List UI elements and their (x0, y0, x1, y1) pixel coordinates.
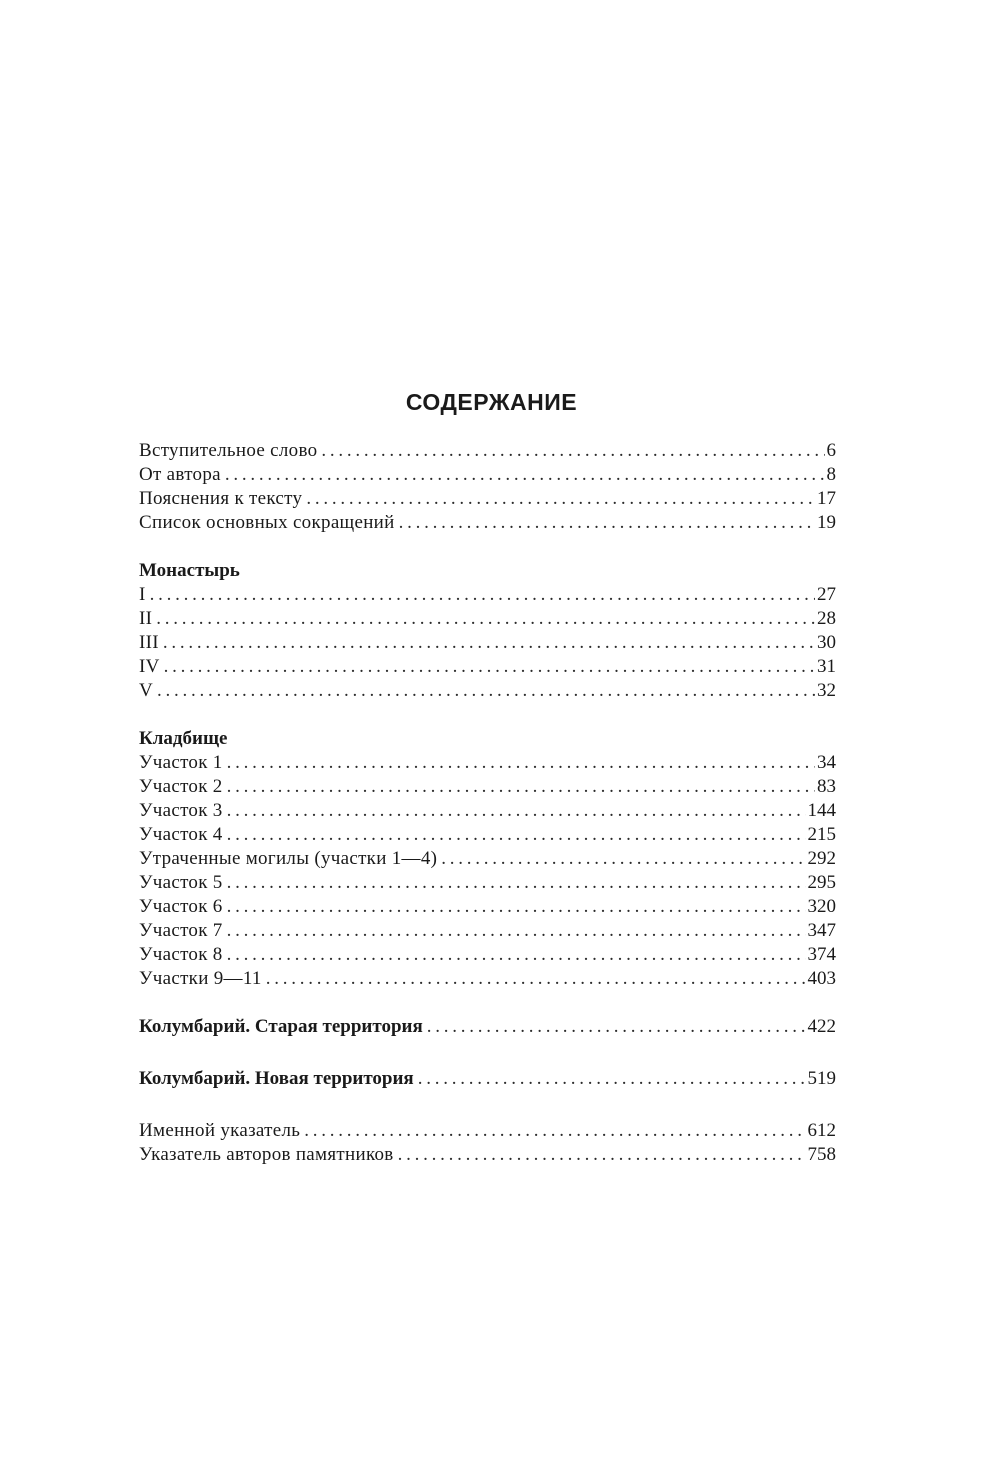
toc-entry[interactable] (139, 1067, 836, 1091)
toc-entry-page: 6 (826, 440, 836, 461)
toc-entry-label: I (139, 584, 146, 605)
toc-entry-label: Указатель авторов памятников (139, 1144, 394, 1165)
toc-entry-page: 295 (807, 872, 836, 893)
dot-leader (150, 583, 815, 607)
toc-entry-label: Участок 4 (139, 824, 223, 845)
toc-entry-page: 32 (817, 680, 836, 701)
toc-entry[interactable] (139, 919, 836, 943)
toc-entry-page: 28 (817, 608, 836, 629)
toc-entry[interactable] (139, 775, 836, 799)
indexes-section (139, 1119, 836, 1167)
dot-leader (227, 943, 806, 967)
dot-leader (164, 655, 815, 679)
dot-leader (399, 511, 815, 535)
toc-entry-page: 347 (807, 920, 836, 941)
dot-leader (157, 679, 815, 703)
toc-entry[interactable] (139, 607, 836, 631)
columbarium-old-section (139, 1015, 836, 1039)
toc-entry-page: 19 (817, 512, 836, 533)
dot-leader (306, 487, 815, 511)
toc-entry-page: 30 (817, 632, 836, 653)
dot-leader (321, 439, 824, 463)
toc-entry-label: Именной указатель (139, 1120, 301, 1141)
dot-leader (418, 1067, 806, 1091)
toc-entry-label: Участок 1 (139, 752, 223, 773)
toc-entry-page: 292 (807, 848, 836, 869)
cemetery-section (139, 727, 836, 991)
toc-entry-label: Участок 8 (139, 944, 223, 965)
toc-entry-label: Список основных сокращений (139, 512, 395, 533)
monastery-section (139, 559, 836, 703)
toc-entry-label: III (139, 632, 159, 653)
toc-entry-page: 27 (817, 584, 836, 605)
toc-entry[interactable] (139, 799, 836, 823)
dot-leader (227, 823, 806, 847)
toc-entry-page: 758 (807, 1144, 836, 1165)
toc-entry-page: 8 (826, 464, 836, 485)
toc-entry[interactable] (139, 967, 836, 991)
toc-entry-label: Участки 9—11 (139, 968, 262, 989)
dot-leader (227, 919, 806, 943)
toc-entry-label: II (139, 608, 153, 629)
toc-entry[interactable] (139, 655, 836, 679)
toc-entry-label: IV (139, 656, 160, 677)
section-heading: Монастырь (139, 560, 240, 581)
toc-entry[interactable] (139, 871, 836, 895)
toc-entry-label: Участок 3 (139, 800, 223, 821)
toc-entry-page: 34 (817, 752, 836, 773)
dot-leader (227, 775, 815, 799)
table-of-contents (139, 385, 836, 1191)
dot-leader (225, 463, 825, 487)
toc-entry[interactable] (139, 631, 836, 655)
columbarium-new-section (139, 1067, 836, 1091)
dot-leader (163, 631, 815, 655)
toc-entry-label: Пояснения к тексту (139, 488, 303, 509)
toc-entry-label: Колумбарий. Новая территория (139, 1068, 414, 1089)
toc-entry-page: 612 (807, 1120, 836, 1141)
toc-entry[interactable] (139, 1119, 836, 1143)
toc-entry-label: От автора (139, 464, 221, 485)
toc-entry[interactable] (139, 847, 836, 871)
toc-entry-label: Вступительное слово (139, 440, 318, 461)
toc-entry[interactable] (139, 943, 836, 967)
dot-leader (304, 1119, 805, 1143)
toc-entry[interactable] (139, 679, 836, 703)
toc-entry-page: 320 (807, 896, 836, 917)
toc-entry-page: 374 (807, 944, 836, 965)
toc-entry[interactable] (139, 583, 836, 607)
toc-entry-page: 31 (817, 656, 836, 677)
dot-leader (227, 799, 806, 823)
toc-entry-page: 17 (817, 488, 836, 509)
toc-entry-page: 215 (807, 824, 836, 845)
toc-entry[interactable] (139, 895, 836, 919)
toc-entry[interactable] (139, 751, 836, 775)
dot-leader (398, 1143, 806, 1167)
toc-entry-page: 403 (807, 968, 836, 989)
toc-entry[interactable] (139, 823, 836, 847)
toc-entry-label: Участок 5 (139, 872, 223, 893)
intro-section (139, 439, 836, 535)
toc-entry-label: Участок 6 (139, 896, 223, 917)
toc-entry[interactable] (139, 1143, 836, 1167)
toc-entry[interactable] (139, 487, 836, 511)
toc-entry[interactable] (139, 511, 836, 535)
toc-entry[interactable] (139, 1015, 836, 1039)
dot-leader (227, 895, 806, 919)
toc-entry-page: 144 (807, 800, 836, 821)
toc-entry-label: V (139, 680, 154, 701)
toc-entry-page: 422 (807, 1016, 836, 1037)
toc-entry-label: Утраченные могилы (участки 1—4) (139, 848, 438, 869)
dot-leader (427, 1015, 806, 1039)
toc-entry[interactable] (139, 463, 836, 487)
dot-leader (266, 967, 806, 991)
toc-entry-label: Колумбарий. Старая территория (139, 1016, 423, 1037)
toc-entry-page: 519 (807, 1068, 836, 1089)
toc-entry-label: Участок 7 (139, 920, 223, 941)
page-title: СОДЕРЖАНИЕ (405, 389, 578, 415)
dot-leader (441, 847, 805, 871)
dot-leader (227, 751, 815, 775)
dot-leader (156, 607, 815, 631)
toc-entry-page: 83 (817, 776, 836, 797)
toc-entry[interactable] (139, 439, 836, 463)
dot-leader (227, 871, 806, 895)
section-heading: Кладбище (139, 728, 228, 749)
toc-entry-label: Участок 2 (139, 776, 223, 797)
